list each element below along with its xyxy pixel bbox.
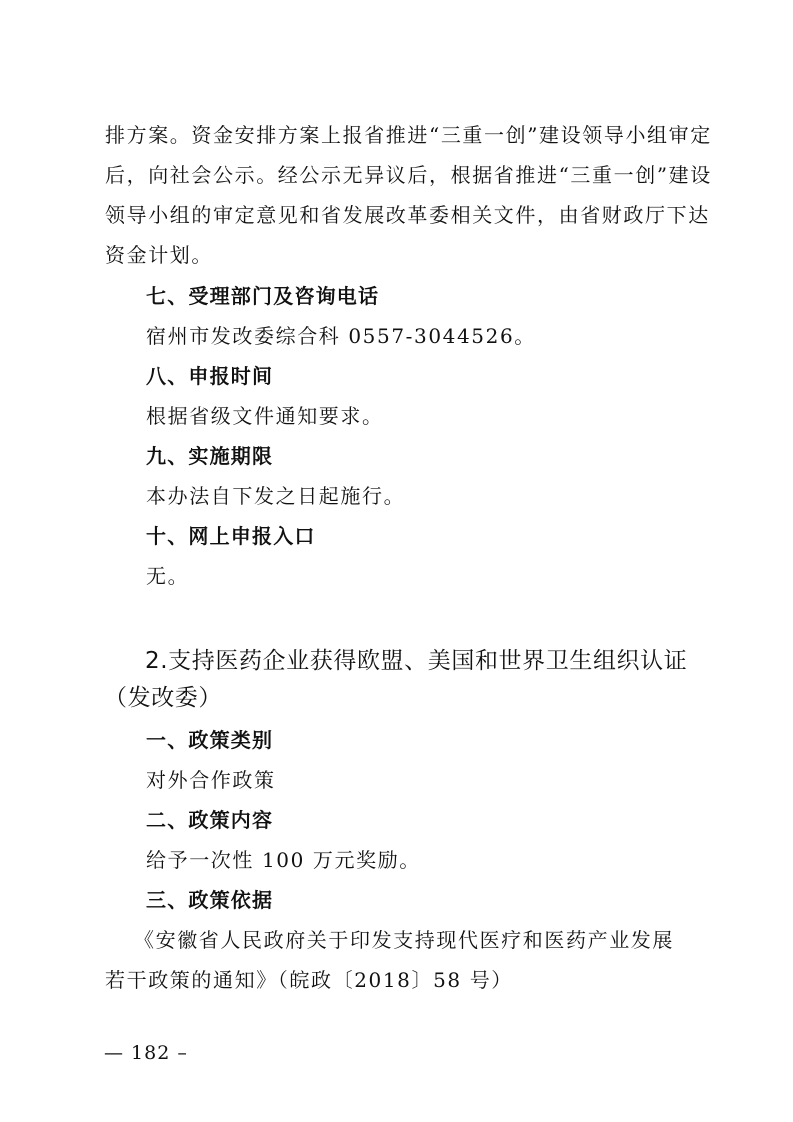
section-content-implementation-period: 本办法自下发之日起施行。 — [146, 484, 406, 508]
section-heading-policy-category: 一、政策类别 — [146, 728, 274, 752]
section-content-online-entry: 无。 — [146, 564, 190, 588]
section-heading-implementation-period: 九、实施期限 — [146, 444, 274, 468]
section-content-policy-basis-line-2: 若干政策的通知》（皖政〔2018〕58 号） — [105, 968, 513, 992]
paragraph-line-4: 资金计划。 — [105, 243, 213, 267]
section-content-contact: 宿州市发改委综合科 0557-3044526。 — [146, 324, 536, 348]
paragraph-line-2: 后，向社会公示。经公示无异议后，根据省推进“三重一创”建设 — [105, 163, 712, 187]
policy-title-line-1: 2.支持医药企业获得欧盟、美国和世界卫生组织认证 — [145, 648, 688, 674]
paragraph-line-1: 排方案。资金安排方案上报省推进“三重一创”建设领导小组审定 — [105, 123, 712, 147]
section-content-policy-category: 对外合作政策 — [146, 768, 276, 792]
section-heading-policy-basis: 三、政策依据 — [146, 888, 274, 912]
section-heading-online-entry: 十、网上申报入口 — [146, 524, 316, 548]
section-heading-policy-content: 二、政策内容 — [146, 808, 274, 832]
section-content-application-time: 根据省级文件通知要求。 — [146, 404, 384, 428]
policy-title-line-2: （发改委） — [104, 685, 222, 711]
section-content-policy-basis-line-1: 《安徽省人民政府关于印发支持现代医疗和医药产业发展 — [134, 928, 674, 952]
section-heading-application-time: 八、申报时间 — [146, 364, 274, 388]
section-heading-contact: 七、受理部门及咨询电话 — [146, 284, 380, 308]
page-number: — 182 – — [104, 1042, 188, 1064]
section-content-policy-content: 给予一次性 100 万元奖励。 — [146, 848, 421, 872]
paragraph-line-3: 领导小组的审定意见和省发展改革委相关文件，由省财政厅下达 — [105, 203, 710, 227]
